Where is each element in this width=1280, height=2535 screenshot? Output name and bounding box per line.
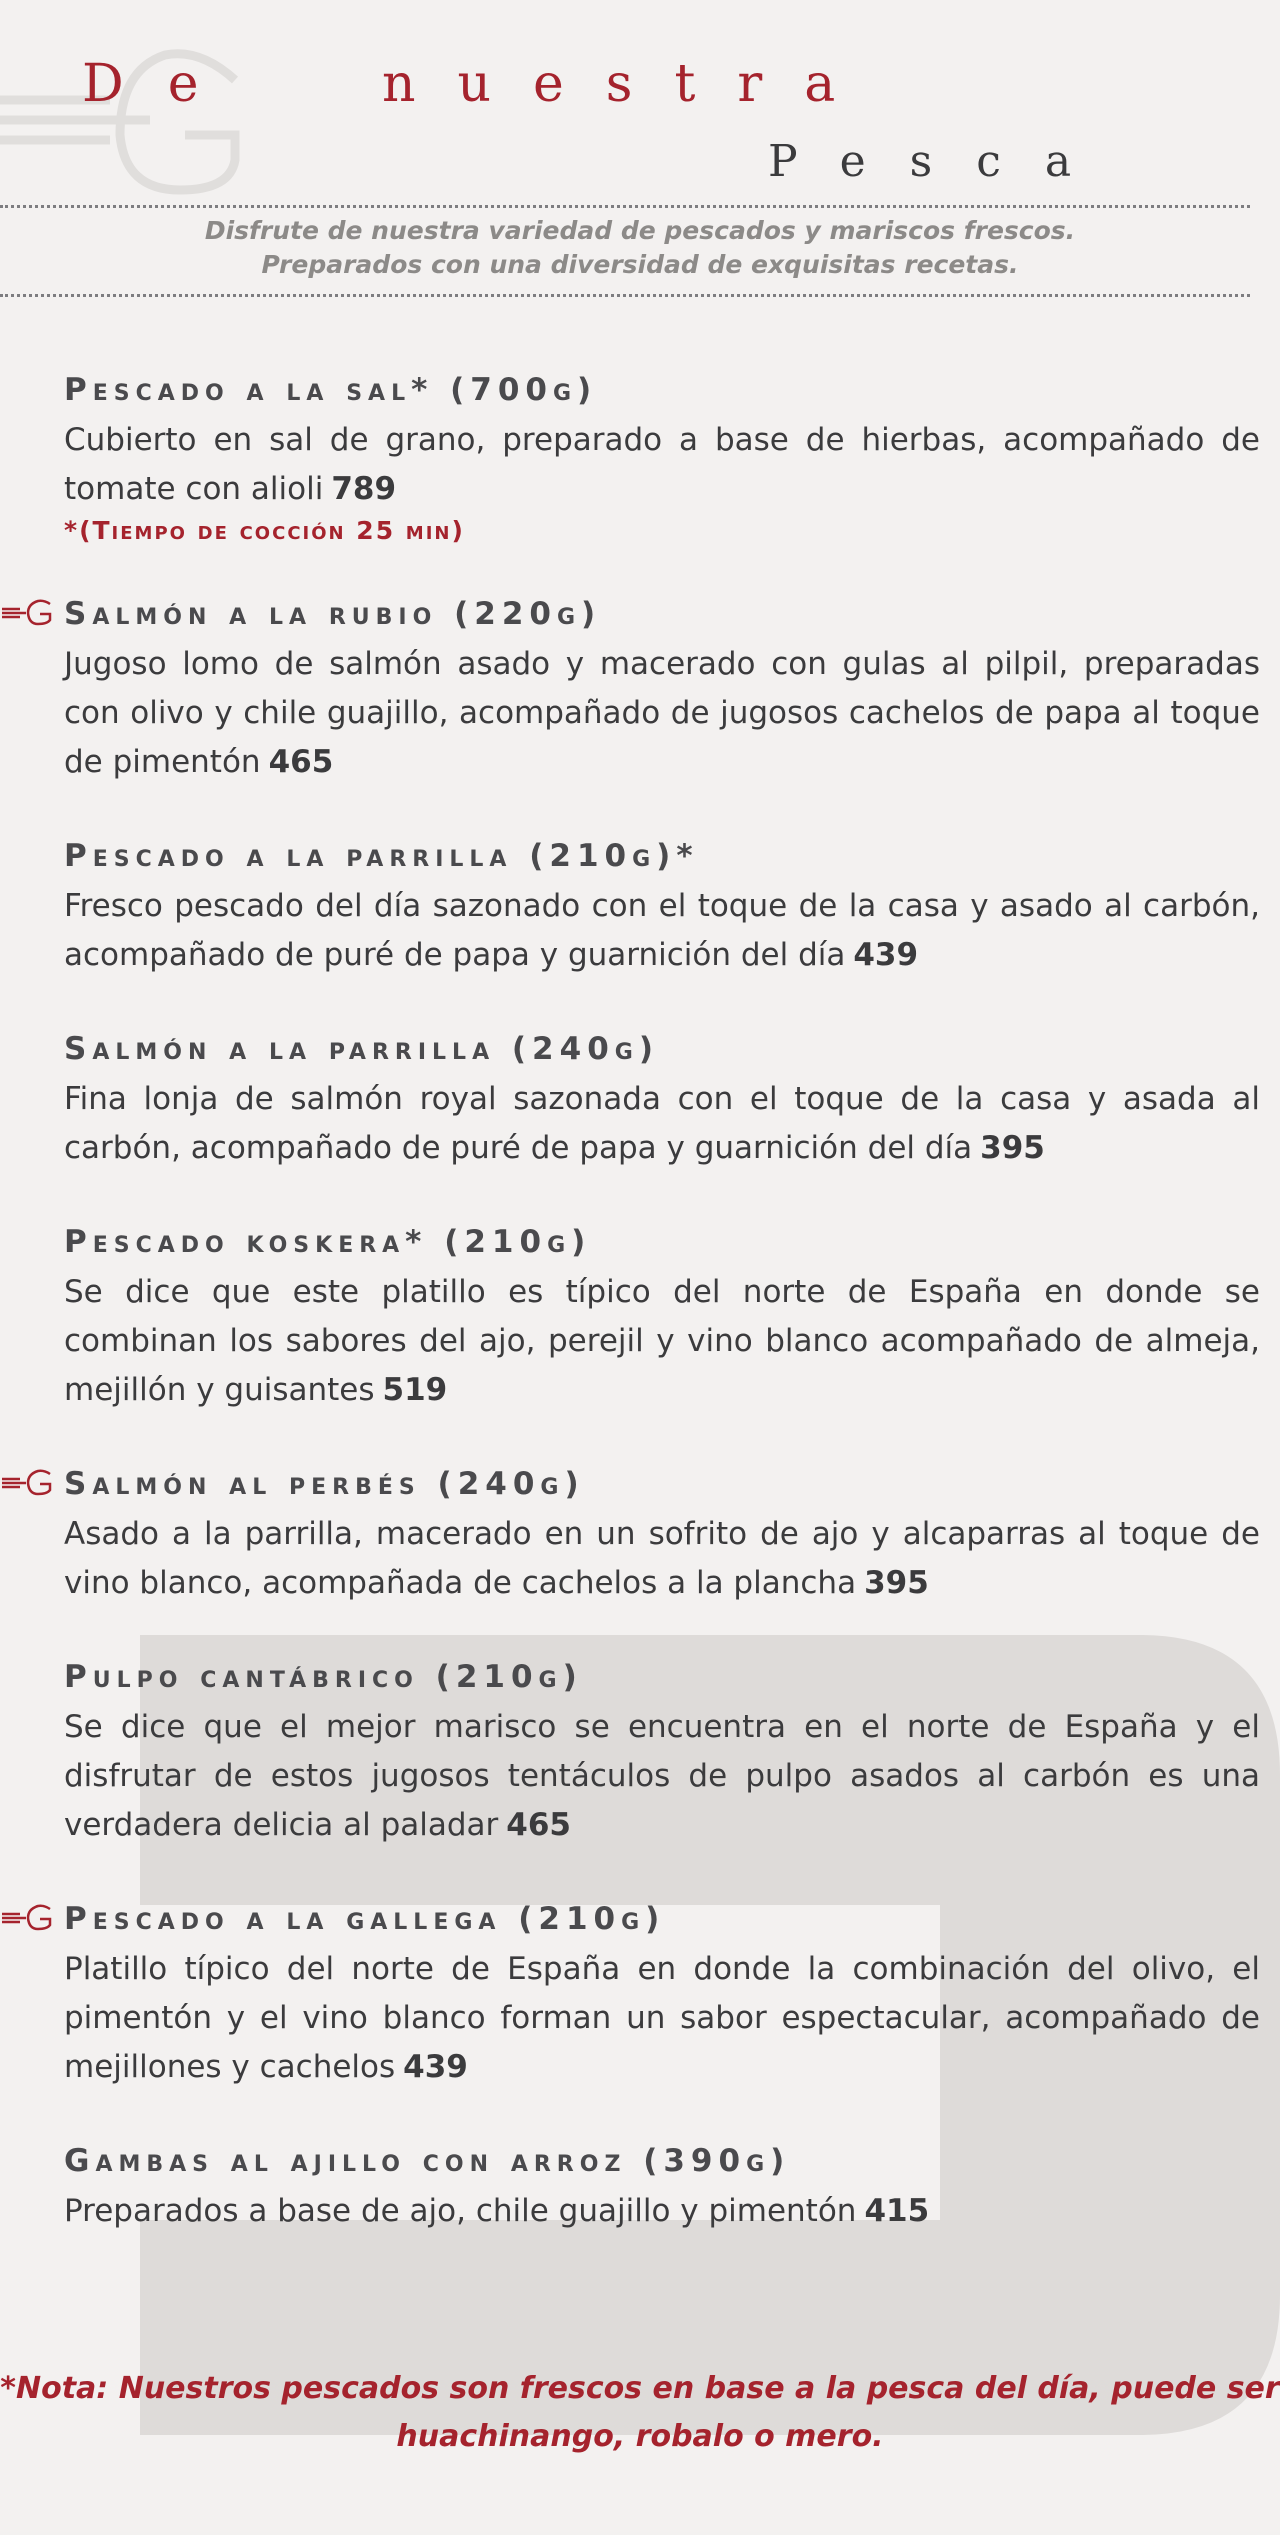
dg-arrow-logo-icon: [0, 1468, 52, 1498]
dotted-divider-bottom: [0, 294, 1250, 297]
item-description: [64, 2187, 1260, 2236]
page-title: [82, 54, 878, 114]
item-price: 415: [864, 2193, 930, 2229]
dg-arrow-logo-icon: [0, 598, 52, 628]
item-price: 789: [331, 471, 397, 507]
item-description: [64, 1268, 1260, 1415]
item-description-text: Se dice que el mejor marisco se encuentra en el norte de España y el disfrutar de estos jugosos tentáculos de pulpo asados al carbón es una verdadera delicia al paladar: [64, 1709, 1260, 1843]
dg-arrow-logo-icon: [0, 1903, 52, 1933]
item-name: Salmón a la rubio (220g): [64, 596, 602, 632]
item-name: Salmón a la parrilla (240g): [64, 1031, 659, 1067]
footnote-line-2: huachinango, robalo o mero.: [396, 2419, 884, 2454]
item-description-text: Platillo típico del norte de España en donde la combinación del olivo, el pimentón y el vino blanco forman un sabor espectacular, acompañado de mejillones y cachelos: [64, 1951, 1260, 2085]
item-name: Gambas al ajillo con arroz (390g): [64, 2143, 791, 2179]
item-price: 465: [506, 1807, 572, 1843]
item-note: *(Tiempo de cocción 25 min): [64, 516, 465, 545]
menu-item: [64, 1655, 1260, 1850]
item-price: 465: [268, 744, 334, 780]
item-description: [64, 1510, 1260, 1608]
item-description: [64, 1945, 1260, 2092]
item-description-text: Se dice que este platillo es típico del norte de España en donde se combinan los sabores del ajo, perejil y vino blanco acompañado de almeja, mejillón y guisantes: [64, 1274, 1260, 1408]
item-description: [64, 882, 1260, 980]
menu-item: [64, 1027, 1260, 1173]
subtitle: [0, 214, 1280, 282]
menu-list: [64, 368, 1260, 2283]
menu-item: [64, 1897, 1260, 2092]
menu-item: [64, 834, 1260, 980]
item-name: Pescado a la sal* (700g): [64, 372, 598, 408]
item-name: Pescado a la gallega (210g): [64, 1901, 666, 1937]
item-description-text: Fina lonja de salmón royal sazonada con el toque de la casa y asada al carbón, acompañado de puré de papa y guarnición del día: [64, 1081, 1260, 1166]
item-description: [64, 416, 1260, 514]
item-description: [64, 640, 1260, 787]
item-description-text: Asado a la parrilla, macerado en un sofrito de ajo y alcaparras al toque de vino blanco, acompañada de cachelos a la plancha: [64, 1516, 1260, 1601]
item-description-text: Fresco pescado del día sazonado con el toque de la casa y asado al carbón, acompañado de puré de papa y guarnición del día: [64, 888, 1260, 973]
item-description: [64, 1075, 1260, 1173]
item-name: Salmón al perbés (240g): [64, 1466, 585, 1502]
menu-item: [64, 1220, 1260, 1415]
subtitle-line-2: Preparados con una diversidad de exquisitas recetas.: [261, 250, 1019, 279]
item-name: Pescado koskera* (210g): [64, 1224, 592, 1260]
item-description-text: Cubierto en sal de grano, preparado a base de hierbas, acompañado de tomate con alioli: [64, 422, 1260, 507]
menu-item: [64, 592, 1260, 787]
item-name: Pulpo cantábrico (210g): [64, 1659, 583, 1695]
item-price: 439: [403, 2049, 468, 2085]
item-price: 439: [853, 937, 919, 973]
footnote-line-1: *Nota: Nuestros pescados son frescos en base a la pesca del día, puede ser: [0, 2371, 1280, 2406]
item-description: [64, 1703, 1260, 1850]
dotted-divider-top: [0, 205, 1250, 208]
item-name: Pescado a la parrilla (210g)*: [64, 838, 699, 874]
footnote: [0, 2365, 1280, 2461]
item-price: 395: [980, 1130, 1045, 1166]
menu-item: [64, 368, 1260, 545]
menu-item: [64, 1462, 1260, 1608]
item-price: 395: [864, 1565, 929, 1601]
menu-item: [64, 2139, 1260, 2236]
item-price: 519: [382, 1372, 448, 1408]
title-word-de: De: [82, 54, 243, 114]
subtitle-line-1: Disfrute de nuestra variedad de pescados y mariscos frescos.: [204, 216, 1076, 245]
page-title-pesca: Pesca: [768, 136, 1116, 187]
title-word-nuestra: nuestra: [382, 54, 878, 114]
item-description-text: Jugoso lomo de salmón asado y macerado con gulas al pilpil, preparadas con olivo y chile guajillo, acompañado de jugosos cachelos de papa al toque de pimentón: [64, 646, 1260, 780]
item-description-text: Preparados a base de ajo, chile guajillo y pimentón: [64, 2193, 857, 2229]
